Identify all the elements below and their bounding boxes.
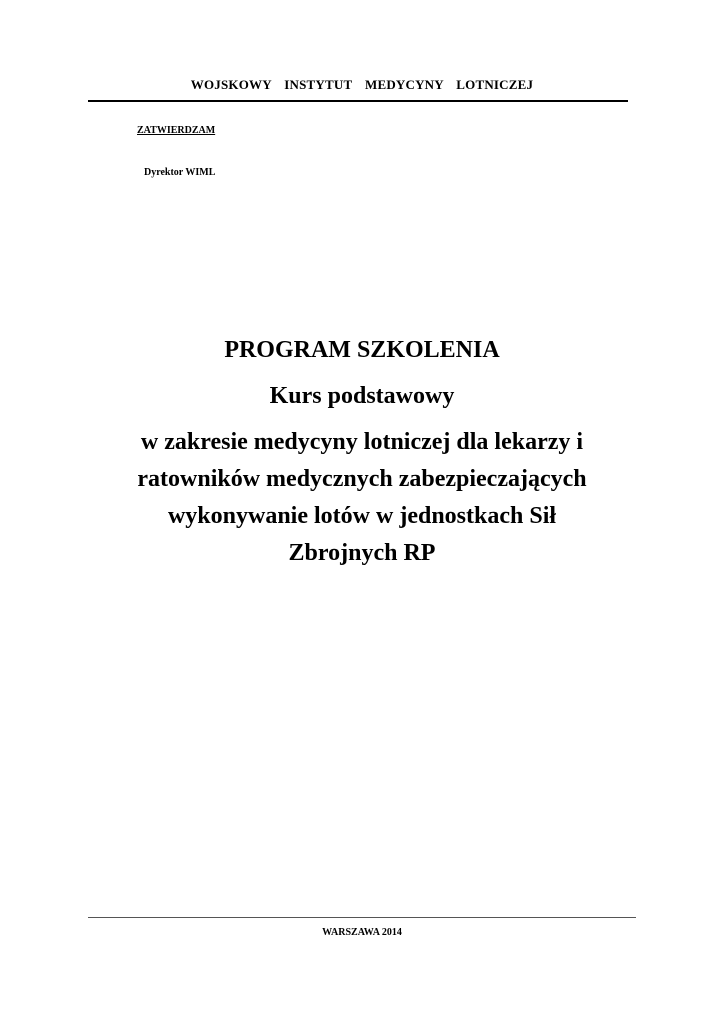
document-title: PROGRAM SZKOLENIA: [224, 337, 500, 363]
approver-role: Dyrektor WIML: [144, 167, 216, 178]
course-scope-line: wykonywanie lotów w jednostkach Sił: [167, 503, 557, 529]
course-scope-line: ratowników medycznych zabezpieczających: [137, 466, 587, 492]
header-divider: [88, 100, 628, 102]
course-scope-line: Zbrojnych RP: [288, 540, 436, 566]
course-scope: [92, 424, 632, 572]
footer-place-date: WARSZAWA 2014: [322, 927, 402, 938]
institution-header: WOJSKOWY INSTYTUT MEDYCYNY LOTNICZEJ: [190, 77, 534, 92]
course-scope-line: w zakresie medycyny lotniczej dla lekarzy i: [140, 429, 584, 455]
approval-label: ZATWIERDZAM: [137, 125, 216, 136]
course-title: Kurs podstawowy: [269, 383, 455, 409]
footer-divider: [88, 917, 636, 918]
